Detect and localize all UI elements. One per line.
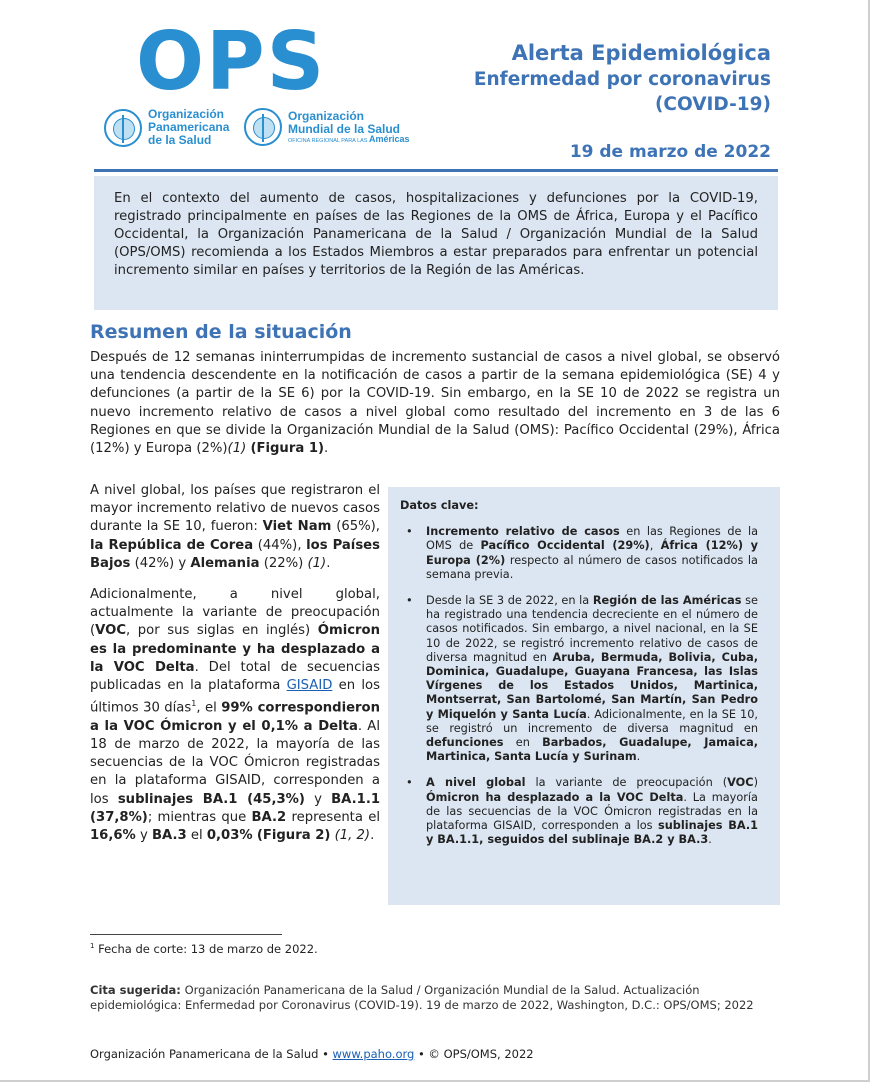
- left-column: [90, 482, 380, 858]
- footnote-divider: [90, 934, 282, 935]
- key-data-item: • Desde la SE 3 de 2022, en la Región de las Américas se ha registrado una tendencia decreciente en el número de casos notificados. Sin embargo, a nivel nacional, en la SE 10 de 2022, se registró incremento relativo de casos de diversa magnitud en Aruba, Bermuda, Bolivia, Cuba, Dominica, Guadalupe, Guayana Francesa, las Islas Vírgenes de los Estados Unidos, Martinica, Montserrat, San Bartolomé, San Martín, San Pedro y Miquelón y Santa Lucía. Adicionalmente, en la SE 10, se registró un incremento de diversa magnitud en defunciones en Barbados, Guadalupe, Jamaica, Martinica, Santa Lucía y Surinam.: [400, 594, 758, 764]
- key-data-box: [388, 487, 780, 905]
- page-footer: Organización Panamericana de la Salud • www.paho.org • © OPS/OMS, 2022: [90, 1047, 534, 1061]
- ops-logo: OPS: [136, 15, 327, 108]
- who-emblem-icon: [244, 108, 282, 146]
- header-divider: [94, 169, 778, 172]
- intro-box: En el contexto del aumento de casos, hospitalizaciones y defunciones por la COVID-19, registrado principalmente en países de las Regiones de la OMS de África, Europa y el Pacífico Occidental, la Organización Panamericana de la Salud / Organización Mundial de la Salud (OPS/OMS) recomienda a los Estados Miembros a estar preparados para enfrentar un potencial incremento similar en países y territorios de la Región de las Américas.: [94, 176, 778, 310]
- paho-emblem-icon: [104, 109, 142, 147]
- key-data-heading: Datos clave:: [400, 499, 479, 512]
- global-countries-paragraph: A nivel global, los países que registraron el mayor incremento relativo de nuevos casos durante la SE 10, fueron: Viet Nam (65%), la República de Corea (44%), los Países Bajos (42%) y Alemania (22%) (1).: [90, 483, 380, 571]
- key-data-item: • A nivel global la variante de preocupación (VOC) Ómicron ha desplazado a la VOC Delta. La mayoría de las secuencias de la VOC Ómicron registradas en la plataforma GISAID, corresponden a los sublinajes BA.1 y BA.1.1, seguidos del sublinaje BA.2 y BA.3.: [400, 776, 758, 847]
- gisaid-link[interactable]: GISAID: [286, 678, 333, 694]
- variant-paragraph: Adicionalmente, a nivel global, actualmente la variante de preocupación (VOC, por sus siglas en inglés) Ómicron es la predominante y ha desplazado a la VOC Delta. Del total de secuencias publicadas en la plataforma GISAID en los últimos 30 días$^1$, el 99% correspondieron a la VOC Ómicron y el 0,1% a Delta. Al 18 de marzo de 2022, la mayoría de las secuencias de la VOC Ómicron registradas en la plataforma GISAID, corresponden a los sublinajes BA.1 (45,3%) y BA.1.1 (37,8%); mientras que BA.2 representa el 16,6% y BA.3 el 0,03% (Figura 2) (1, 2).: [90, 587, 380, 844]
- summary-paragraph: Después de 12 semanas ininterrumpidas de incremento sustancial de casos a nivel global, se observó una tendencia descendente en la notificación de casos a partir de la semana epidemiológica (SE) 4 y defunciones (a partir de la SE 6) por la COVID-19. Sin embargo, en la SE 10 de 2022 se registra un nuevo incremento relativo de casos a nivel global como resultado del incremento en 3 de las 6 Regiones en que se divide la Organización Mundial de la Salud (OMS): Pacífico Occidental (29%), África (12%) y Europa (2%)(1) (Figura 1).: [90, 350, 780, 457]
- suggested-citation: Cita sugerida: Organización Panamericana de la Salud / Organización Mundial de la Salud. Actualización epidemiológica: Enfermedad por Coronavirus (COVID-19). 19 de marzo de 2022, Washington, D.C.: OPS/OMS; 2022: [90, 983, 754, 1012]
- document-title: Alerta Epidemiológica Enfermedad por coronavirus (COVID-19): [473, 41, 771, 115]
- document-date: 19 de marzo de 2022: [569, 142, 771, 162]
- paho-url-link[interactable]: www.paho.org: [332, 1047, 415, 1061]
- who-logo: Organización Mundial de la Salud OFICINA REGIONAL PARA LAS Américas: [244, 108, 410, 146]
- footnote: $^1$ Fecha de corte: 13 de marzo de 2022.: [90, 942, 318, 956]
- key-data-item: • Incremento relativo de casos en las Regiones de la OMS de Pacífico Occidental (29%), África (12%) y Europa (2%) respecto al número de casos notificados la semana previa.: [400, 525, 758, 582]
- section-title: Resumen de la situación: [90, 321, 352, 343]
- paho-logo: Organización Panamericana de la Salud: [104, 108, 229, 147]
